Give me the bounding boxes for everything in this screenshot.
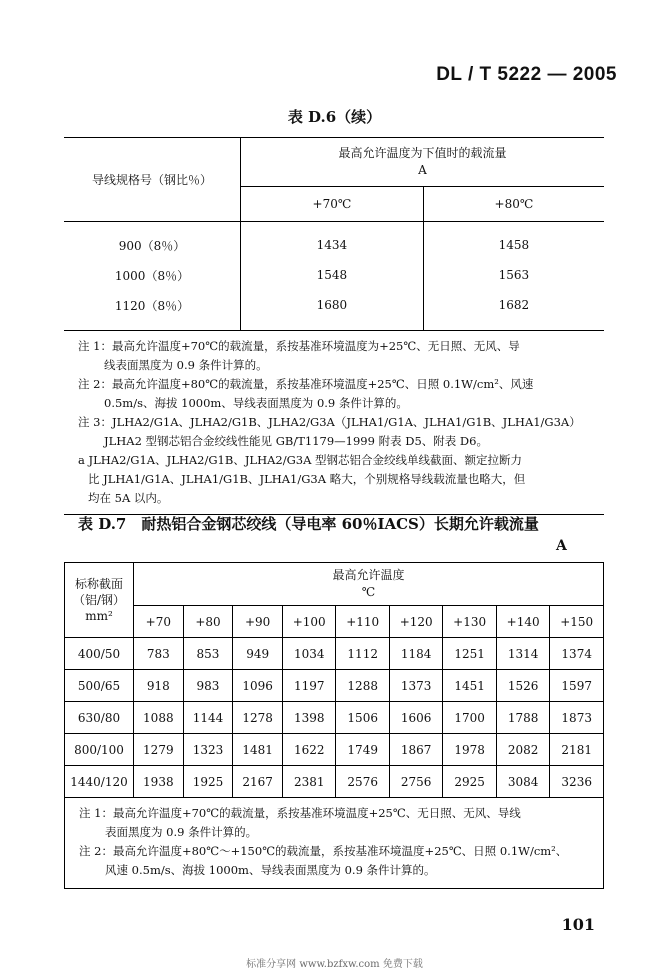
value-cell: 2082 [496, 734, 549, 766]
note-line: 注 2：最高允许温度+80℃～+150℃的载流量，系按基准环境温度+25℃、日照 0.1W/cm²、 [79, 844, 568, 858]
value-cell: 1278 [233, 702, 283, 734]
value-cell: 3084 [496, 766, 549, 798]
section-cell: 1440/120 [65, 766, 134, 798]
note-line: a JLHA2/G1A、JLHA2/G1B、JLHA2/G3A 型钢芯铝合金绞线单线截面、额定拉断力 [78, 453, 523, 467]
note-line: 注 1：最高允许温度+70℃的载流量，系按基准环境温度为+25℃、无日照、无风、导 [78, 339, 520, 353]
temp-header: +90 [233, 606, 283, 638]
value-cell: 1288 [336, 670, 389, 702]
temperature-span-header [134, 563, 604, 606]
temp-header: +110 [336, 606, 389, 638]
value-cell: 1873 [550, 702, 604, 734]
document-code: DL / T 5222 — 2005 [436, 64, 617, 85]
corner-line1: 标称截面 [74, 577, 123, 591]
value-cell: 1112 [336, 638, 389, 670]
note-line: JLHA2 型钢芯铝合金绞线性能见 GB/T1179—1999 附表 D5、附表 D6。 [104, 434, 488, 448]
note-line: 注 2：最高允许温度+80℃的载流量，系按基准环境温度+25℃、日照 0.1W/cm²、风速 [78, 377, 534, 391]
value-cell: 1622 [282, 734, 335, 766]
table-d6 [64, 137, 604, 515]
value-cell: 1606 [389, 702, 442, 734]
section-cell: 400/50 [65, 638, 134, 670]
table-d6-title: 表 D.6（续） [287, 108, 382, 126]
temp-header: +150 [550, 606, 604, 638]
value-cell: 2925 [443, 766, 496, 798]
value-cell: 1925 [183, 766, 233, 798]
note-line: 线表面黑度为 0.9 条件计算的。 [104, 358, 268, 372]
value-cell: 2756 [389, 766, 442, 798]
temp-header: +100 [282, 606, 335, 638]
notes-cell [65, 798, 604, 889]
value-cell: 1563 [498, 268, 530, 282]
table-row [64, 260, 604, 290]
footer-watermark: 标准分享网 www.bzfxw.com 免费下载 [246, 959, 423, 970]
table-row [65, 638, 604, 670]
spec-column-header: 导线规格号（钢比％） [64, 138, 241, 222]
table-d7-unit: A [556, 538, 567, 554]
page-number: 101 [561, 915, 595, 934]
table-row [65, 766, 604, 798]
value-cell: 1323 [183, 734, 233, 766]
value-cell: 2576 [336, 766, 389, 798]
table-d7 [64, 562, 604, 889]
value-cell: 1680 [241, 290, 424, 331]
table-row [64, 290, 604, 331]
span-header-line1: 最高允许温度 [332, 568, 405, 582]
notes-cell [64, 331, 604, 515]
value-cell: 1506 [336, 702, 389, 734]
note-line: 注 1：最高允许温度+70℃的载流量，系按基准环境温度+25℃、无日照、无风、导线 [79, 806, 521, 820]
value-cell: 1597 [550, 670, 604, 702]
table-row [65, 702, 604, 734]
temp-header-70: +70℃ [241, 187, 424, 222]
corner-line3: mm² [85, 609, 113, 623]
note-line: 0.5m/s、海拔 1000m、导线表面黑度为 0.9 条件计算的。 [104, 396, 408, 410]
value-cell: 2181 [550, 734, 604, 766]
value-cell: 1088 [134, 702, 184, 734]
spec-cell: 1000（8％） [64, 260, 241, 290]
section-cell: 630/80 [65, 702, 134, 734]
note-line: 风速 0.5m/s、海拔 1000m、导线表面黑度为 0.9 条件计算的。 [105, 863, 436, 877]
value-cell: 1788 [496, 702, 549, 734]
value-cell: 949 [233, 638, 283, 670]
value-cell: 1197 [282, 670, 335, 702]
temp-header: +70 [134, 606, 184, 638]
value-cell: 1458 [498, 238, 530, 252]
table-row [65, 670, 604, 702]
value-cell: 1184 [389, 638, 442, 670]
current-header-unit: A [418, 163, 427, 177]
value-cell: 1144 [183, 702, 233, 734]
table-row [65, 734, 604, 766]
value-cell: 1481 [233, 734, 283, 766]
temp-header: +80 [183, 606, 233, 638]
value-cell: 918 [134, 670, 184, 702]
section-cell: 500/65 [65, 670, 134, 702]
table-d7-title: 表 D.7 耐热铝合金钢芯绞线（导电率 60％IACS）长期允许载流量 [78, 515, 539, 533]
table-d6-notes [64, 331, 604, 515]
value-cell: 2167 [233, 766, 283, 798]
note-line: 表面黑度为 0.9 条件计算的。 [105, 825, 258, 839]
value-cell: 1978 [443, 734, 496, 766]
value-cell: 1096 [233, 670, 283, 702]
temp-header: +140 [496, 606, 549, 638]
note-line: 比 JLHA1/G1A、JLHA1/G1B、JLHA1/G3A 略大，个别规格导线载流量也略大，但 [88, 472, 526, 486]
temperature-header-row [65, 606, 604, 638]
value-cell: 2381 [282, 766, 335, 798]
value-cell: 1279 [134, 734, 184, 766]
section-cell: 800/100 [65, 734, 134, 766]
value-cell: 1451 [443, 670, 496, 702]
value-cell: 3236 [550, 766, 604, 798]
note-line: 均在 5A 以内。 [88, 491, 169, 505]
temp-header: +120 [389, 606, 442, 638]
value-cell: 853 [183, 638, 233, 670]
table-d7-notes [65, 798, 604, 889]
value-cell: 1251 [443, 638, 496, 670]
value-cell: 983 [183, 670, 233, 702]
value-cell: 1373 [389, 670, 442, 702]
span-header-unit: ℃ [361, 585, 376, 599]
value-cell: 1682 [498, 298, 530, 312]
value-cell: 1867 [389, 734, 442, 766]
value-cell: 1374 [550, 638, 604, 670]
value-cell: 1938 [134, 766, 184, 798]
value-cell: 1034 [282, 638, 335, 670]
table-d7-body [65, 638, 604, 798]
current-header [241, 138, 605, 187]
value-cell: 1314 [496, 638, 549, 670]
current-header-line1: 最高允许温度为下值时的载流量 [338, 146, 507, 160]
temp-header-80: +80℃ [423, 187, 604, 222]
table-row [64, 222, 604, 261]
value-cell: 1434 [241, 222, 424, 261]
temp-header: +130 [443, 606, 496, 638]
value-cell: 783 [134, 638, 184, 670]
value-cell: 1548 [241, 260, 424, 290]
spec-cell: 1120（8％） [64, 290, 241, 331]
value-cell: 1398 [282, 702, 335, 734]
value-cell: 1700 [443, 702, 496, 734]
spec-cell: 900（8％） [64, 222, 241, 261]
section-column-header [65, 563, 134, 638]
note-line: 注 3：JLHA2/G1A、JLHA2/G1B、JLHA2/G3A（JLHA1/G1A、JLHA1/G1B、JLHA1/G3A） [78, 415, 581, 429]
value-cell: 1526 [496, 670, 549, 702]
value-cell: 1749 [336, 734, 389, 766]
corner-line2: （铝/钢） [72, 593, 126, 607]
